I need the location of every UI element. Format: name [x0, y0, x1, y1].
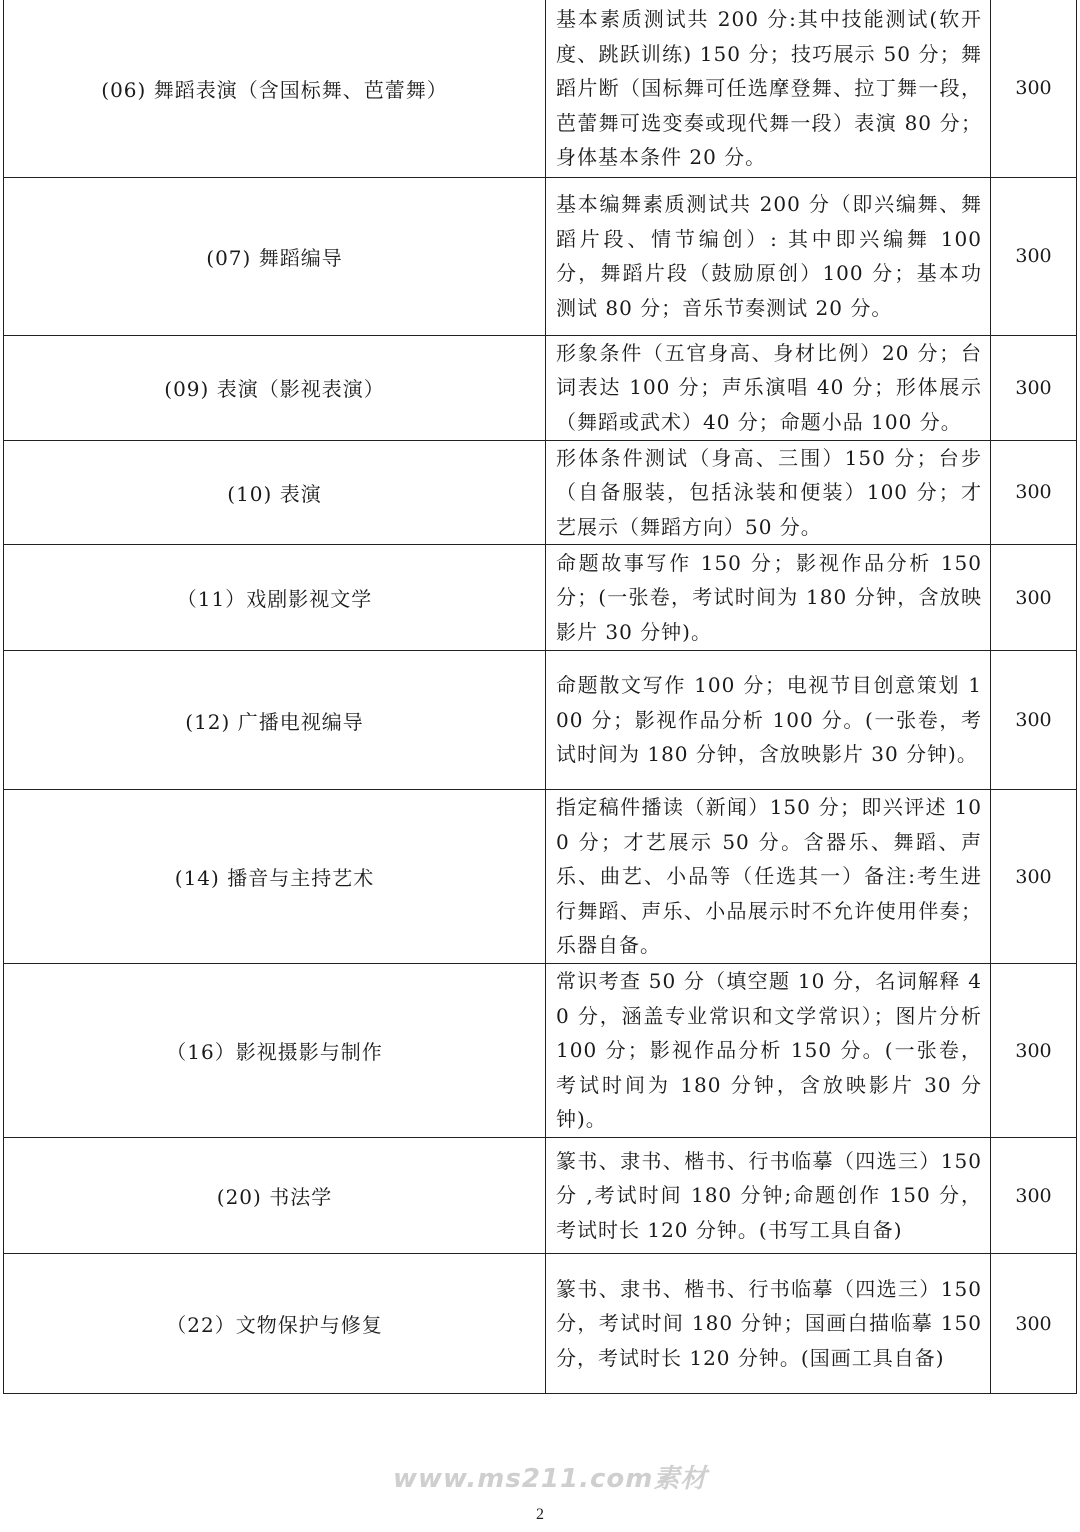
- exam-content: 基本素质测试共 200 分:其中技能测试(软开度、跳跃训练) 150 分；技巧展示 50 分；舞蹈片断（国标舞可任选摩登舞、拉丁舞一段，芭蕾舞可选变奏或现代舞一段）表演 80 分；身体基本条件 20 分。: [546, 0, 991, 177]
- major-name: (07) 舞蹈编导: [4, 177, 546, 335]
- major-name: （16）影视摄影与制作: [4, 964, 546, 1138]
- table-row: [4, 1138, 1077, 1254]
- total-score: 300: [991, 545, 1077, 651]
- total-score: 300: [991, 0, 1077, 177]
- exam-content: 常识考查 50 分（填空题 10 分，名词解释 40 分，涵盖专业常识和文学常识）；图片分析 100 分；影视作品分析 150 分。(一张卷，考试时间为 180 分钟，含放映影片 30 分钟)。: [546, 964, 991, 1138]
- total-score: 300: [991, 1254, 1077, 1394]
- page-number: 2: [536, 1506, 544, 1523]
- total-score: 300: [991, 177, 1077, 335]
- exam-content: 指定稿件播读（新闻）150 分；即兴评述 100 分；才艺展示 50 分。含器乐、舞蹈、声乐、曲艺、小品等（任选其一）备注:考生进行舞蹈、声乐、小品展示时不允许使用伴奏；乐器自备。: [546, 790, 991, 964]
- table-row: [4, 177, 1077, 335]
- table-row: [4, 964, 1077, 1138]
- exam-content: 命题散文写作 100 分；电视节目创意策划 100 分；影视作品分析 100 分。(一张卷，考试时间为 180 分钟，含放映影片 30 分钟)。: [546, 651, 991, 790]
- major-name: (10) 表演: [4, 440, 546, 545]
- exam-content: 形体条件测试（身高、三围）150 分；台步（自备服装，包括泳装和便装）100 分；才艺展示（舞蹈方向）50 分。: [546, 440, 991, 545]
- table-row: [4, 440, 1077, 545]
- exam-content: 篆书、隶书、楷书、行书临摹（四选三）150 分，考试时间 180 分钟；国画白描临摹 150 分，考试时长 120 分钟。(国画工具自备): [546, 1254, 991, 1394]
- exam-content: 形象条件（五官身高、身材比例）20 分；台词表达 100 分；声乐演唱 40 分；形体展示（舞蹈或武术）40 分；命题小品 100 分。: [546, 335, 991, 440]
- total-score: 300: [991, 790, 1077, 964]
- total-score: 300: [991, 335, 1077, 440]
- total-score: 300: [991, 651, 1077, 790]
- table-row: [4, 545, 1077, 651]
- watermark: www.ms211.com素材: [393, 1464, 708, 1494]
- exam-content: 篆书、隶书、楷书、行书临摹（四选三）150 分 ,考试时间 180 分钟;命题创作 150 分，考试时长 120 分钟。(书写工具自备): [546, 1138, 991, 1254]
- major-name: (20) 书法学: [4, 1138, 546, 1254]
- major-name: （11）戏剧影视文学: [4, 545, 546, 651]
- table-row: [4, 651, 1077, 790]
- total-score: 300: [991, 440, 1077, 545]
- major-name: (14) 播音与主持艺术: [4, 790, 546, 964]
- major-name: (06) 舞蹈表演（含国标舞、芭蕾舞）: [4, 0, 546, 177]
- major-name: （22）文物保护与修复: [4, 1254, 546, 1394]
- table-row: [4, 0, 1077, 177]
- table-row: [4, 1254, 1077, 1394]
- major-name: (09) 表演（影视表演）: [4, 335, 546, 440]
- exam-content-table: [3, 0, 1077, 1394]
- total-score: 300: [991, 1138, 1077, 1254]
- major-name: (12) 广播电视编导: [4, 651, 546, 790]
- table-row: [4, 335, 1077, 440]
- table-row: [4, 790, 1077, 964]
- total-score: 300: [991, 964, 1077, 1138]
- exam-content: 命题故事写作 150 分；影视作品分析 150 分；(一张卷，考试时间为 180 分钟，含放映影片 30 分钟)。: [546, 545, 991, 651]
- exam-content: 基本编舞素质测试共 200 分（即兴编舞、舞蹈片段、情节编创）: 其中即兴编舞 100 分，舞蹈片段（鼓励原创）100 分；基本功测试 80 分；音乐节奏测试 20 分。: [546, 177, 991, 335]
